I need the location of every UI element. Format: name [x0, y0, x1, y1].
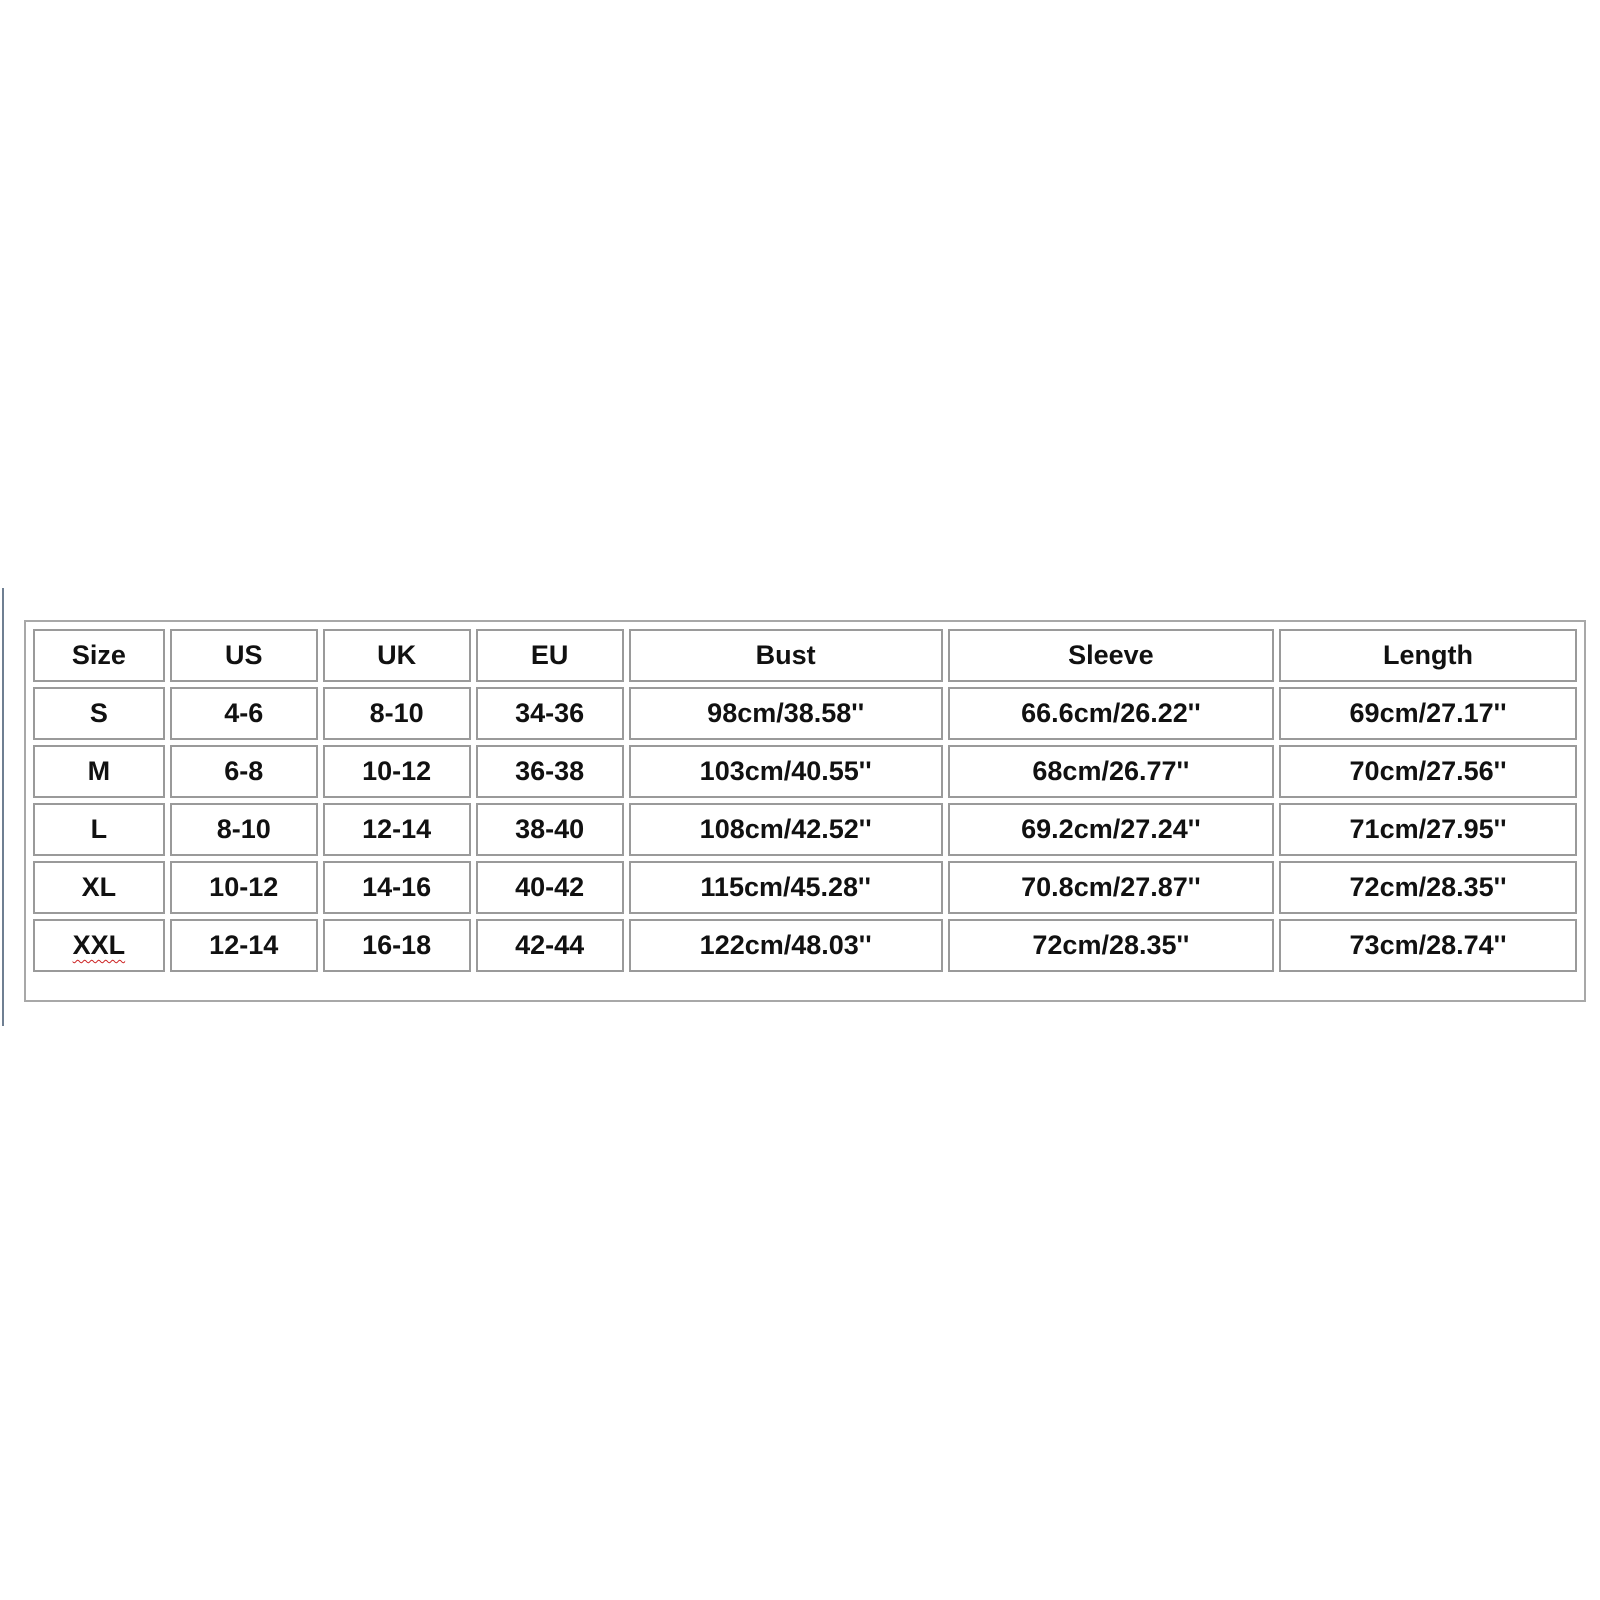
length-cell: 69cm/27.17''	[1279, 687, 1577, 740]
size-chart-table	[28, 624, 1582, 977]
length-cell: 73cm/28.74''	[1279, 919, 1577, 972]
sleeve-cell: 68cm/26.77''	[948, 745, 1274, 798]
size-cell: XL	[33, 861, 165, 914]
sleeve-cell: 72cm/28.35''	[948, 919, 1274, 972]
uk-cell: 14-16	[323, 861, 471, 914]
header-cell-us: US	[170, 629, 318, 682]
eu-cell: 40-42	[476, 861, 624, 914]
sleeve-cell: 66.6cm/26.22''	[948, 687, 1274, 740]
bust-cell: 122cm/48.03''	[629, 919, 943, 972]
header-row	[33, 629, 1577, 682]
length-cell: 71cm/27.95''	[1279, 803, 1577, 856]
us-cell: 6-8	[170, 745, 318, 798]
length-cell: 70cm/27.56''	[1279, 745, 1577, 798]
bust-cell: 108cm/42.52''	[629, 803, 943, 856]
uk-cell: 10-12	[323, 745, 471, 798]
header-cell-size: Size	[33, 629, 165, 682]
table-row	[33, 745, 1577, 798]
header-cell-bust: Bust	[629, 629, 943, 682]
bust-cell: 98cm/38.58''	[629, 687, 943, 740]
header-cell-uk: UK	[323, 629, 471, 682]
us-cell: 12-14	[170, 919, 318, 972]
header-cell-sleeve: Sleeve	[948, 629, 1274, 682]
size-chart-frame	[24, 620, 1586, 1002]
bust-cell: 103cm/40.55''	[629, 745, 943, 798]
size-cell: M	[33, 745, 165, 798]
table-row	[33, 803, 1577, 856]
us-cell: 8-10	[170, 803, 318, 856]
size-cell: S	[33, 687, 165, 740]
eu-cell: 38-40	[476, 803, 624, 856]
uk-cell: 8-10	[323, 687, 471, 740]
length-cell: 72cm/28.35''	[1279, 861, 1577, 914]
uk-cell: 16-18	[323, 919, 471, 972]
header-cell-length: Length	[1279, 629, 1577, 682]
us-cell: 4-6	[170, 687, 318, 740]
eu-cell: 34-36	[476, 687, 624, 740]
size-cell	[33, 919, 165, 972]
eu-cell: 42-44	[476, 919, 624, 972]
size-cell-text: XXL	[72, 930, 126, 960]
us-cell: 10-12	[170, 861, 318, 914]
table-row	[33, 919, 1577, 972]
table-row	[33, 861, 1577, 914]
sleeve-cell: 69.2cm/27.24''	[948, 803, 1274, 856]
bust-cell: 115cm/45.28''	[629, 861, 943, 914]
header-cell-eu: EU	[476, 629, 624, 682]
table-row	[33, 687, 1577, 740]
size-cell: L	[33, 803, 165, 856]
eu-cell: 36-38	[476, 745, 624, 798]
uk-cell: 12-14	[323, 803, 471, 856]
left-edge-rule	[2, 588, 4, 1026]
sleeve-cell: 70.8cm/27.87''	[948, 861, 1274, 914]
